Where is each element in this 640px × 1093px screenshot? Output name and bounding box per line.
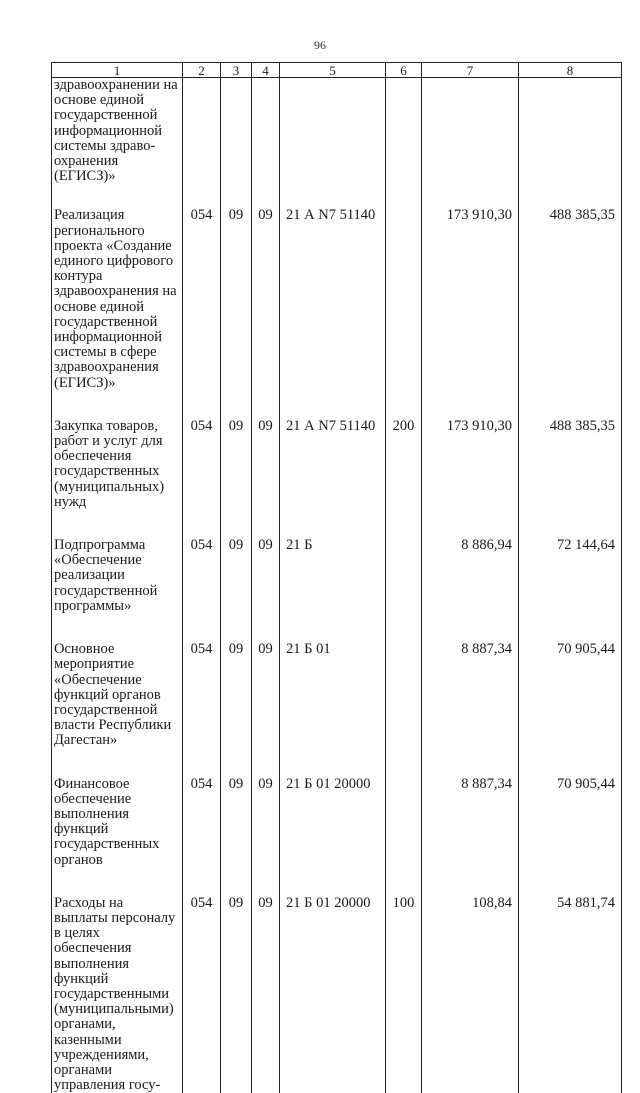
cell-ministry-code: 054 xyxy=(183,538,221,642)
cell-ministry-code: 054 xyxy=(183,777,221,896)
cell-amount-2: 70 905,44 xyxy=(519,642,622,776)
cell-expense-type xyxy=(386,777,422,896)
cell-expense-type: 100 xyxy=(386,896,422,1093)
row-name: Закупка товаров, работ и услуг для обеспечения государственных (муниципальных) нужд xyxy=(52,419,183,538)
cell-section xyxy=(221,78,252,209)
cell-expense-type xyxy=(386,642,422,776)
cell-target-article: 21 А N7 51140 xyxy=(280,419,386,538)
header-row xyxy=(52,63,622,78)
cell-subsection: 09 xyxy=(252,538,280,642)
cell-ministry-code: 054 xyxy=(183,896,221,1093)
cell-target-article: 21 Б 01 20000 xyxy=(280,777,386,896)
cell-subsection: 09 xyxy=(252,777,280,896)
cell-amount-2: 488 385,35 xyxy=(519,208,622,418)
table-row xyxy=(52,896,622,1093)
page-number: 96 xyxy=(314,38,326,52)
row-name: Финансовое обеспечение выполнения функций государственных органов xyxy=(52,777,183,896)
row-name: Подпрограмма «Обеспечение реализации государственной программы» xyxy=(52,538,183,642)
cell-amount-1: 108,84 xyxy=(422,896,519,1093)
table-row xyxy=(52,642,622,776)
cell-expense-type xyxy=(386,208,422,418)
cell-amount-1: 173 910,30 xyxy=(422,419,519,538)
table-row xyxy=(52,419,622,538)
row-name: Расходы на выплаты персоналу в целях обеспечения выполнения функций государственными (муниципальными) органами, казенными учреждениями, органами управления госу- xyxy=(52,896,183,1093)
cell-subsection: 09 xyxy=(252,208,280,418)
table-row xyxy=(52,538,622,642)
cell-amount-1: 8 887,34 xyxy=(422,642,519,776)
cell-amount-1: 8 887,34 xyxy=(422,777,519,896)
cell-expense-type xyxy=(386,78,422,209)
cell-amount-2: 54 881,74 xyxy=(519,896,622,1093)
cell-section: 09 xyxy=(221,896,252,1093)
cell-expense-type: 200 xyxy=(386,419,422,538)
cell-subsection: 09 xyxy=(252,642,280,776)
budget-table-container xyxy=(51,62,621,1093)
cell-amount-2: 72 144,64 xyxy=(519,538,622,642)
cell-ministry-code xyxy=(183,78,221,209)
row-name: здравоохранении на основе единой государственной информационной системы здраво-охранения (ЕГИСЗ)» xyxy=(52,78,183,209)
column-header: 1 xyxy=(52,63,183,78)
cell-amount-1: 8 886,94 xyxy=(422,538,519,642)
cell-amount-1 xyxy=(422,78,519,209)
cell-target-article: 21 Б 01 xyxy=(280,642,386,776)
column-header: 2 xyxy=(183,63,221,78)
row-name: Реализация регионального проекта «Создание единого цифрового контура здравоохранения на основе единой государственной информационной системы в сфере здравоохранения (ЕГИСЗ)» xyxy=(52,208,183,418)
cell-ministry-code: 054 xyxy=(183,208,221,418)
cell-amount-2: 488 385,35 xyxy=(519,419,622,538)
cell-section: 09 xyxy=(221,538,252,642)
cell-section: 09 xyxy=(221,208,252,418)
cell-target-article: 21 А N7 51140 xyxy=(280,208,386,418)
cell-target-article xyxy=(280,78,386,209)
cell-subsection xyxy=(252,78,280,209)
cell-section: 09 xyxy=(221,777,252,896)
table-row xyxy=(52,208,622,418)
cell-section: 09 xyxy=(221,419,252,538)
cell-amount-2: 70 905,44 xyxy=(519,777,622,896)
column-header: 8 xyxy=(519,63,622,78)
cell-expense-type xyxy=(386,538,422,642)
column-header: 7 xyxy=(422,63,519,78)
cell-section: 09 xyxy=(221,642,252,776)
cell-amount-1: 173 910,30 xyxy=(422,208,519,418)
table-row xyxy=(52,78,622,209)
row-name: Основное мероприятие «Обеспечение функций органов государственной власти Республики Дагестан» xyxy=(52,642,183,776)
cell-subsection: 09 xyxy=(252,419,280,538)
cell-ministry-code: 054 xyxy=(183,419,221,538)
cell-ministry-code: 054 xyxy=(183,642,221,776)
cell-target-article: 21 Б 01 20000 xyxy=(280,896,386,1093)
budget-table xyxy=(51,62,622,1093)
column-header: 4 xyxy=(252,63,280,78)
cell-subsection: 09 xyxy=(252,896,280,1093)
column-header: 3 xyxy=(221,63,252,78)
column-header: 5 xyxy=(280,63,386,78)
table-row xyxy=(52,777,622,896)
column-header: 6 xyxy=(386,63,422,78)
cell-amount-2 xyxy=(519,78,622,209)
cell-target-article: 21 Б xyxy=(280,538,386,642)
